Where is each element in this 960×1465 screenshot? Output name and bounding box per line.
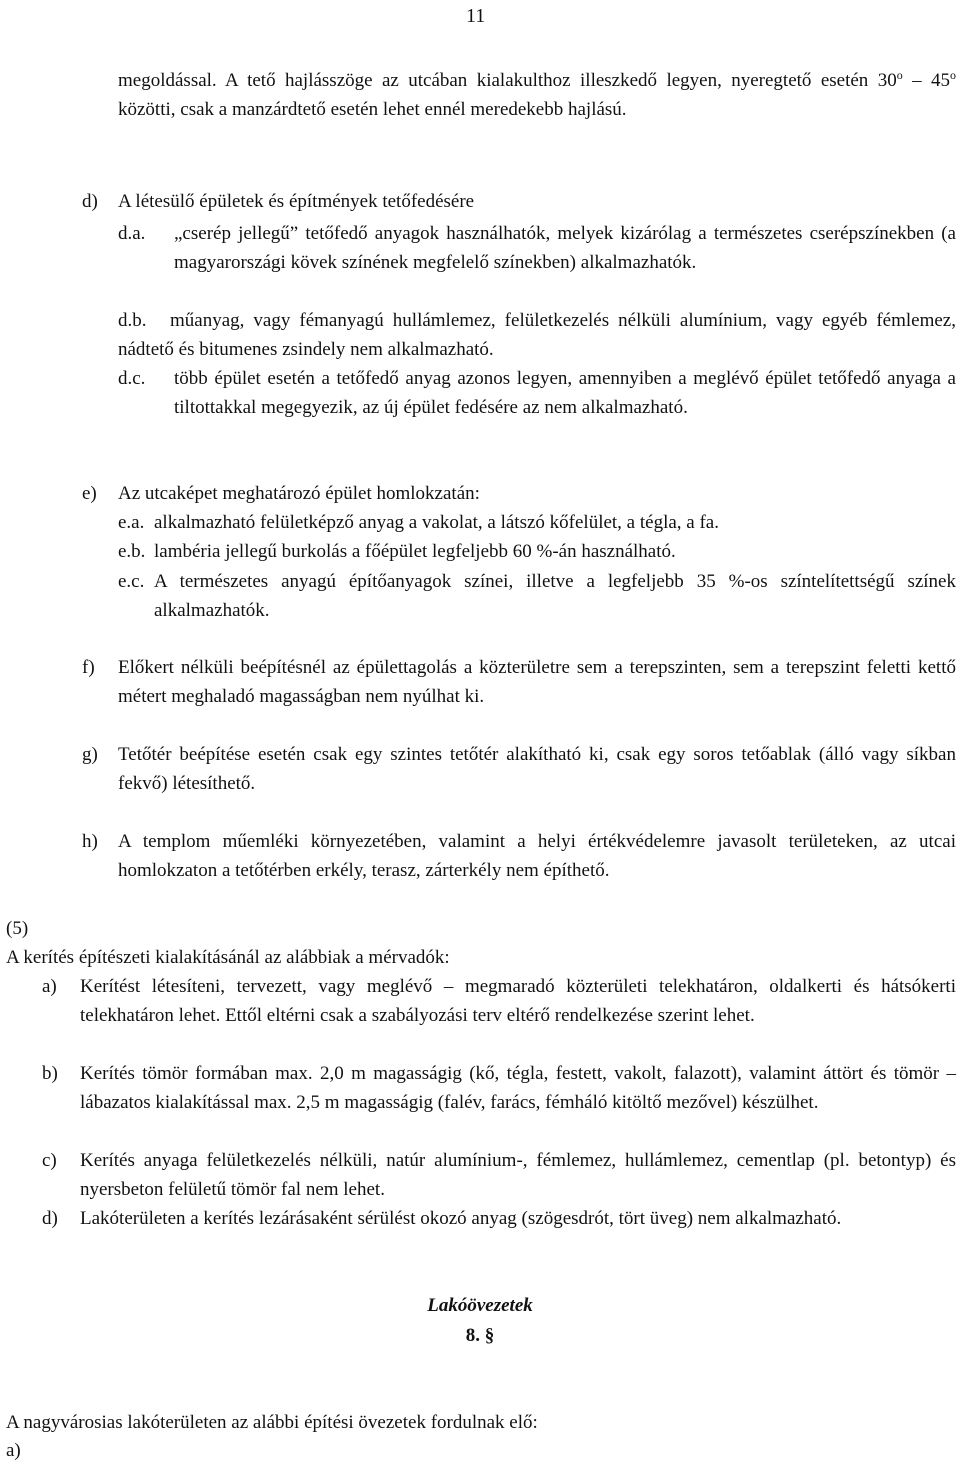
item-ec-label: e.c. [118,571,145,592]
intro-text-1: megoldással. A tető hajlásszöge az utcában kialakulthoz illeszkedő legyen, nyeregtető esetén 30 [118,70,897,91]
item-f-text: Előkert nélküli beépítésnél az épülettagolás a közterületre sem a terepszinten, sem a terepszint feletti kettő métert meghaladó magasságban nem nyúlhat ki. [118,657,956,707]
item-db-label: d.b. [118,310,147,331]
item-dc-label: d.c. [118,368,146,389]
item-g-text: Tetőtér beépítése esetén csak egy szintes tetőtér alakítható ki, csak egy soros tetőablak (álló vagy síkban fekvő) létesíthető. [118,744,956,794]
intro-text-3: közötti, csak a manzárdtető esetén lehet ennél meredekebb hajlású. [118,99,627,120]
closing-paragraph: A nagyvárosias lakóterületen az alábbi építési övezetek fordulnak elő: [6,1412,538,1433]
item-e-heading: Az utcaképet meghatározó épület homlokzatán: [118,483,480,504]
degree-sup-1: o [896,68,903,82]
section-5-heading: A kerítés építészeti kialakításánál az alábbiak a mérvadók: [6,947,450,968]
item-f-label: f) [82,657,95,678]
zone-heading-title: Lakóövezetek [427,1295,533,1316]
item-ec-text: A természetes anyagú építőanyagok színei, illetve a legfeljebb 35 %-os színtelítettségű színek alkalmazhatók. [154,571,956,621]
intro-text-2: – 45 [902,70,951,91]
item-ea-text: alkalmazható felületképző anyag a vakolat, a látszó kőfelület, a tégla, a fa. [154,512,719,533]
item-da-text: „cserép jellegű” tetőfedő anyagok használhatók, melyek kizárólag a természetes cserépszínekben (a magyarországi kövek színének megfelelő színekben) alkalmazhatók. [174,223,956,273]
item-db-text [118,306,956,364]
fence-c-text: Kerítés anyaga felületkezelés nélküli, natúr alumínium-, fémlemez, hullámlemez, cementlap (pl. betontyp) és nyersbeton felületű tömör fal nem lehet. [80,1150,956,1200]
fence-d-text: Lakóterületen a kerítés lezárásaként sérülést okozó anyag (szögesdrót, tört üveg) nem alkalmazható. [80,1208,842,1229]
fence-a-text: Kerítést létesíteni, tervezett, vagy meglévő – megmaradó közterületi telekhatáron, oldalkerti és hátsókerti telekhatáron lehet. Ettől eltérni csak a szabályozási terv eltérő rendelkezése szerint lehet. [80,976,956,1026]
fence-a-label: a) [42,976,57,997]
item-h-label: h) [82,831,98,852]
item-ea-label: e.a. [118,512,145,533]
item-eb-text: lambéria jellegű burkolás a főépület legfeljebb 60 %-án használható. [154,541,676,562]
section-5-number: (5) [6,918,29,939]
item-eb-label: e.b. [118,541,146,562]
closing-label: a) [6,1440,21,1461]
item-h-text: A templom műemléki környezetében, valamint a helyi értékvédelemre javasolt területeken, az utcai homlokzaton a tetőtérben erkély, terasz, zárterkély nem építhető. [118,831,956,881]
fence-b-label: b) [42,1063,58,1084]
fence-b-text: Kerítés tömör formában max. 2,0 m magasságig (kő, tégla, festett, vakolt, falazott), valamint áttört és tömör – lábazatos kialakítással max. 2,5 m magasságig (falév, farács, fémháló kitöltő mezővel) készülhet. [80,1063,956,1113]
item-db-body: műanyag, vagy fémanyagú hullámlemez, felületkezelés nélküli alumínium, vagy egyéb fémlemez, nádtető és bitumenes zsindely nem alkalmazható. [118,310,956,360]
fence-c-label: c) [42,1150,57,1171]
fence-d-label: d) [42,1208,58,1229]
zone-heading-number: 8. § [465,1325,495,1346]
item-d-heading: A létesülő épületek és építmények tetőfedésére [118,191,475,212]
item-e-label: e) [82,483,97,504]
item-dc-text: több épület esetén a tetőfedő anyag azonos legyen, amennyiben a meglévő épület tetőfedő anyaga a tiltottakkal megegyezik, az új épület fedésére az nem alkalmazható. [174,368,956,418]
item-da-label: d.a. [118,223,146,244]
degree-sup-2: o [950,68,957,82]
intro-paragraph [118,66,956,124]
item-g-label: g) [82,744,98,765]
page-number: 11 [466,5,486,27]
item-d-label: d) [82,191,98,212]
